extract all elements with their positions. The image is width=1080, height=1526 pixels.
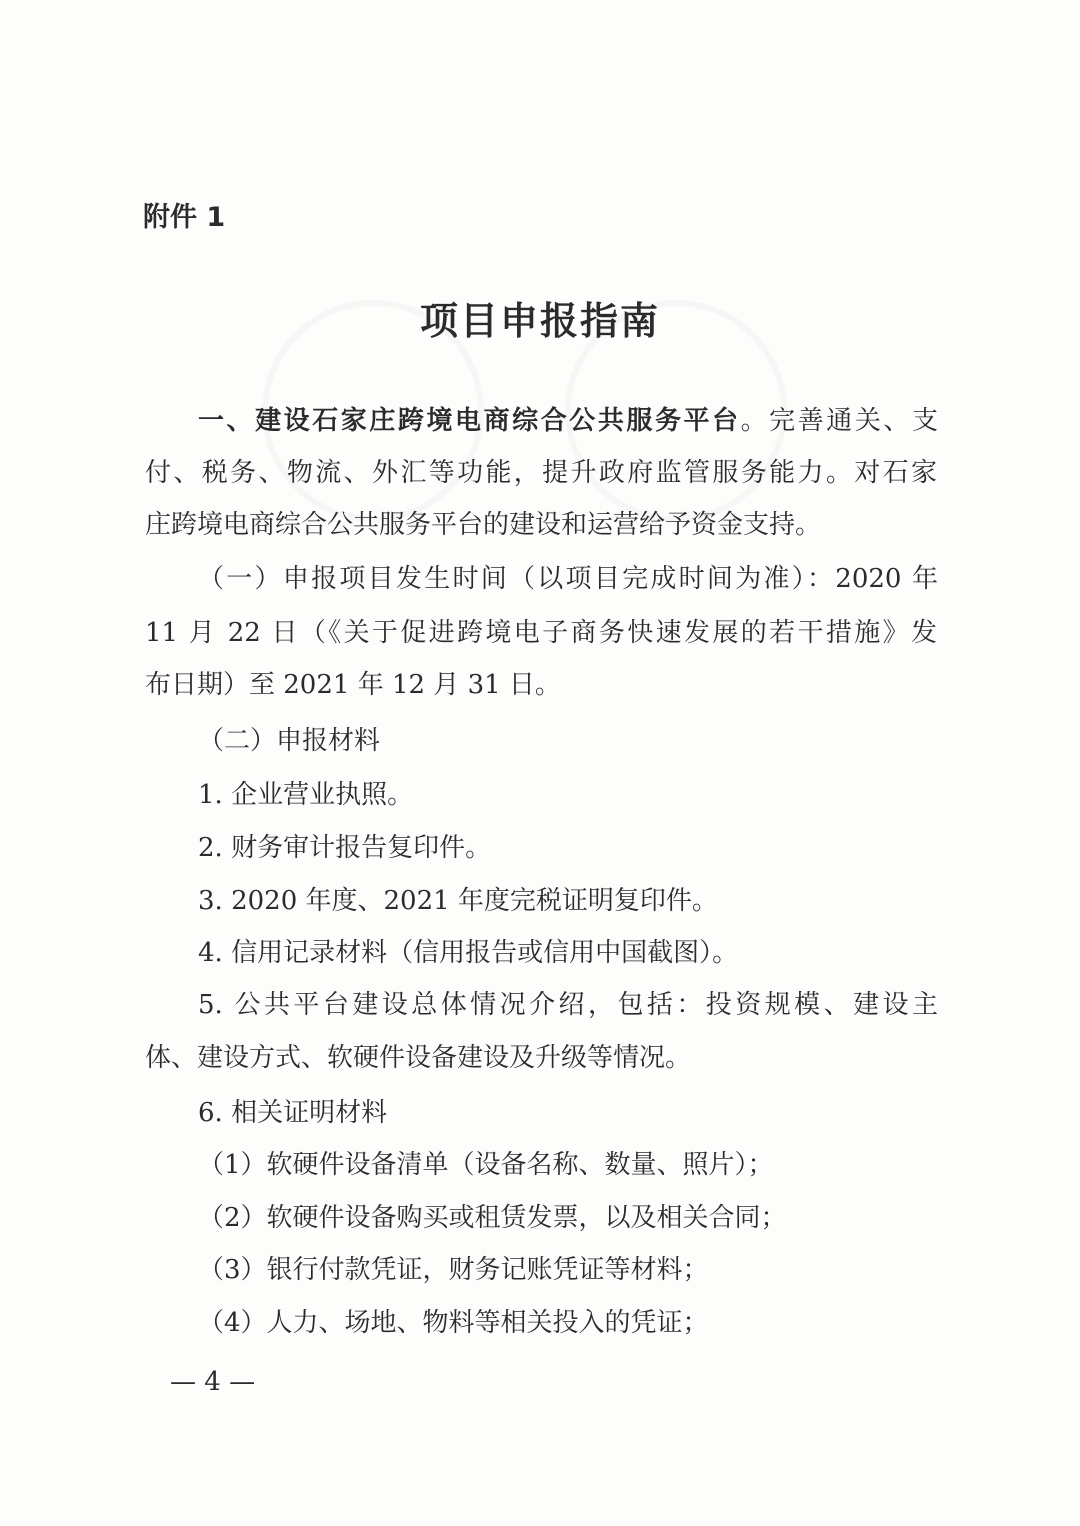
list-item-3: 3. 2020 年度、2021 年度完税证明复印件。 [198, 886, 718, 916]
paragraph-1-heading: 一、建设石家庄跨境电商综合公共服务平台 [198, 406, 741, 436]
paragraph-1-line-3: 庄跨境电商综合公共服务平台的建设和运营给予资金支持。 [145, 510, 822, 540]
paragraph-1-line-1 [198, 395, 938, 447]
paragraph-1-line-2: 付、税务、物流、外汇等功能，提升政府监管服务能力。对石家 [145, 458, 937, 488]
attachment-label: 附件 1 [143, 202, 226, 233]
page-number: — 4 — [170, 1367, 256, 1397]
list-item-5-line-2: 体、建设方式、软硬件设备建设及升级等情况。 [145, 1043, 692, 1073]
sub-item-3: （3）银行付款凭证，财务记账凭证等材料； [198, 1255, 709, 1285]
sub-item-2: （2）软硬件设备购买或租赁发票，以及相关合同； [198, 1203, 787, 1233]
list-item-4: 4. 信用记录材料（信用报告或信用中国截图）。 [198, 938, 739, 968]
list-item-1: 1. 企业营业执照。 [198, 780, 414, 810]
paragraph-1-line-1-rest: 。完善通关、支 [740, 406, 938, 436]
list-item-6: 6. 相关证明材料 [198, 1098, 388, 1128]
section-1-line-2: 11 月 22 日（《关于促进跨境电子商务快速发展的若干措施》发 [145, 618, 937, 648]
sub-item-4: （4）人力、场地、物料等相关投入的凭证； [198, 1308, 709, 1338]
sub-item-1: （1）软硬件设备清单（设备名称、数量、照片）； [198, 1150, 774, 1180]
section-1-line-1: （一）申报项目发生时间（以项目完成时间为准）：2020 年 [198, 564, 938, 594]
list-item-5-line-1: 5. 公共平台建设总体情况介绍，包括：投资规模、建设主 [198, 990, 938, 1020]
section-1-line-3: 布日期）至 2021 年 12 月 31 日。 [145, 670, 561, 700]
list-item-2: 2. 财务审计报告复印件。 [198, 833, 492, 863]
page-title: 项目申报指南 [419, 299, 660, 343]
section-2-heading: （二）申报材料 [198, 726, 381, 756]
